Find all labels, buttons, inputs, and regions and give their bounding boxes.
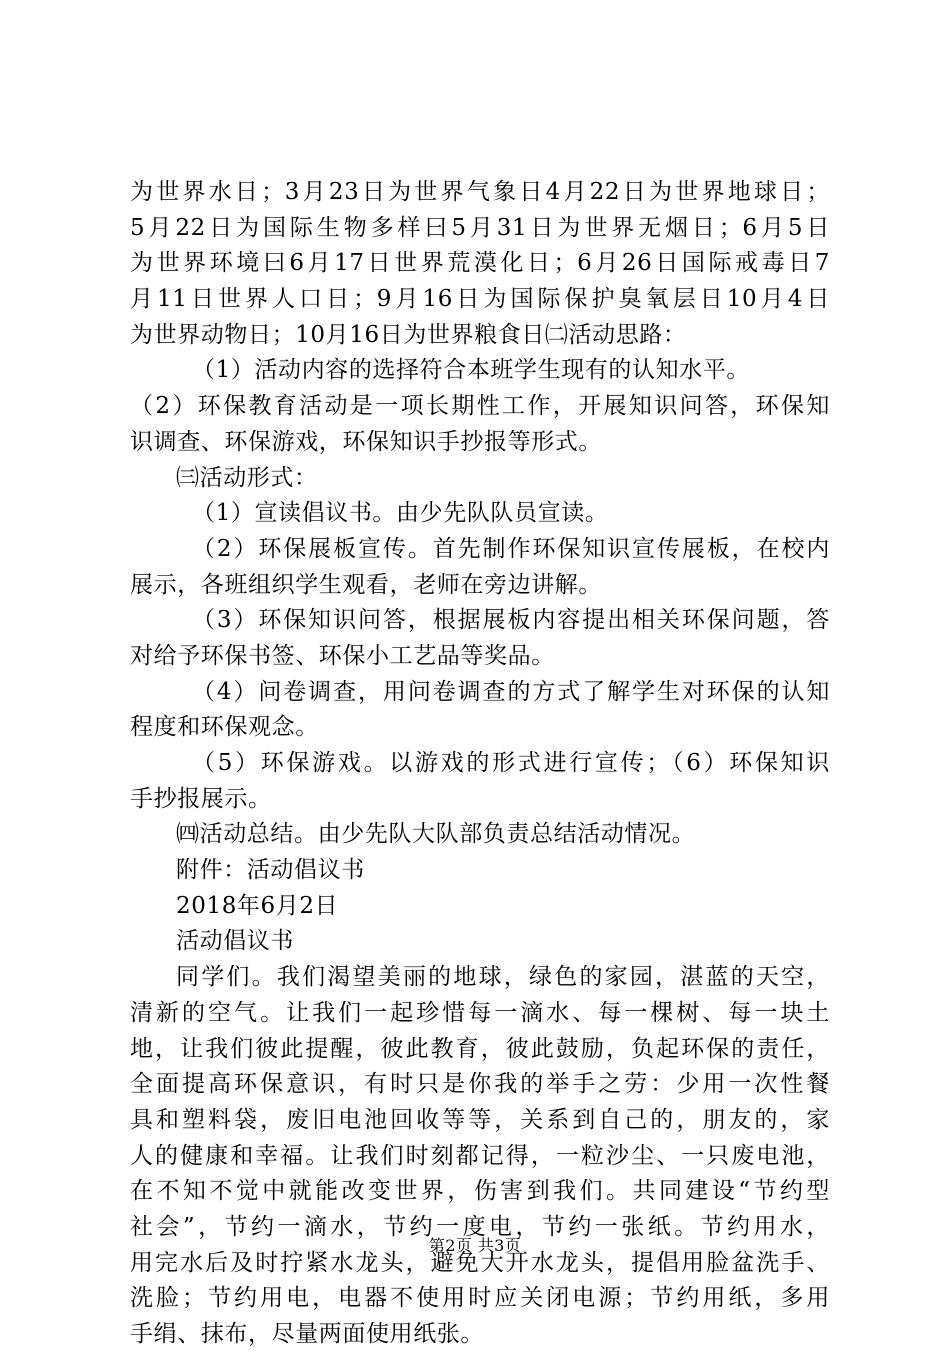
document-body (130, 175, 830, 1353)
text-line: （4）问卷调查，用问卷调查的方式了解学生对环保的认知 (192, 678, 830, 705)
text-line: （2）环保教育活动是一项长期性工作，开展知识问答，环保知 (130, 393, 830, 420)
text-line: 展示，各班组织学生观看，老师在旁边讲解。 (130, 571, 602, 598)
section-heading: ㈣活动总结。由少先队大队部负责总结活动情况。 (176, 821, 696, 848)
document-date: 2018年6月2日 (176, 892, 339, 919)
page-footer: 第2页 共3页 (428, 1236, 522, 1255)
text-line: 对给予环保书签、环保小工艺品等奖品。 (130, 642, 555, 669)
text-line: 月11日世界人口日；9月16日为国际保护臭氧层日10月4日 (130, 286, 830, 313)
text-line: 5月22日为国际生物多样曰5月31日为世界无烟日；6月5日 (130, 214, 830, 241)
text-line: （5）环保游戏。以游戏的形式进行宣传；（6）环保知识 (192, 750, 830, 776)
text-line: 手绢、抹布，尽量两面使用纸张。 (130, 1321, 484, 1347)
text-line: （3）环保知识问答，根据展板内容提出相关环保问题，答 (192, 607, 830, 634)
text-line: （1）活动内容的选择符合本班学生现有的认知水平。 (192, 357, 751, 384)
text-line: 人的健康和幸福。让我们时刻都记得，一粒沙尘、一只废电池， (130, 1142, 830, 1169)
text-line: 为世界环境曰6月17日世界荒漠化日；6月26日国际戒毒日7 (130, 250, 830, 277)
text-line: 程度和环保观念。 (130, 714, 319, 741)
proposal-title: 活动倡议书 (176, 928, 294, 955)
text-line: 用完水后及时拧紧水龙头，避免大开水龙头，提倡用脸盆洗手、 (130, 1249, 830, 1276)
text-line: 全面提高环保意识，有时只是你我的举手之劳：少用一次性餐 (130, 1071, 830, 1098)
text-line: 社会”，节约一滴水，节约一度电，节约一张纸。节约用水， (130, 1213, 830, 1240)
text-line: 洗脸；节约用电，电器不使用时应关闭电源；节约用纸，多用 (130, 1285, 830, 1312)
text-line: 清新的空气。让我们一起珍惜每一滴水、每一棵树、每一块土 (130, 999, 830, 1026)
text-line: 手抄报展示。 (130, 785, 272, 812)
text-line: 具和塑料袋，废旧电池回收等等，关系到自己的，朋友的，家 (130, 1106, 830, 1133)
text-line: 同学们。我们渴望美丽的地球，绿色的家园，湛蓝的天空， (176, 964, 830, 991)
text-line: 为世界水日；3月23日为世界气象日4月22日为世界地球日； (130, 179, 830, 205)
text-line: 识调查、环保游戏，环保知识手抄报等形式。 (130, 428, 602, 455)
text-line: 在不知不觉中就能改变世界，伤害到我们。共同建设“节约型 (130, 1178, 830, 1205)
section-heading: ㈢活动形式： (176, 464, 318, 491)
text-line: 地，让我们彼此提醒，彼此教育，彼此鼓励，负起环保的责任， (130, 1035, 830, 1062)
text-line: 为世界动物日；10月16日为世界粮食日㈡活动思路： (130, 321, 687, 348)
text-line: （1）宣读倡议书。由少先队队员宣读。 (192, 500, 609, 527)
attachment-label: 附件：活动倡议书 (176, 857, 365, 884)
text-line: （2）环保展板宣传。首先制作环保知识宣传展板，在校内 (192, 535, 830, 562)
